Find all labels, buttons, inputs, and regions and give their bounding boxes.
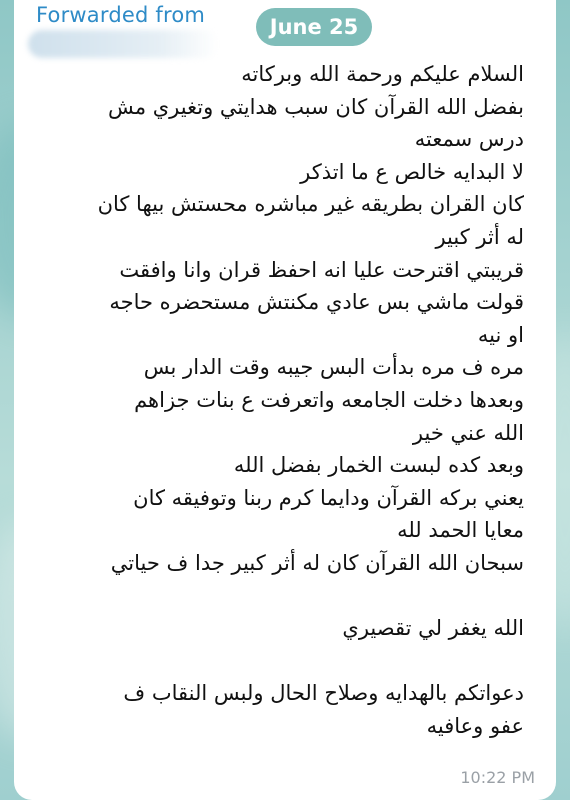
message-text <box>34 58 524 742</box>
message-line: الله يغفر لي تقصيري <box>342 616 524 641</box>
message-line: السلام عليكم ورحمة الله وبركاته <box>241 62 524 86</box>
message-line: وبعد كده لبست الخمار بفضل الله <box>233 453 524 478</box>
message-blank-line <box>34 580 524 613</box>
message-line: الله عني خير <box>412 420 524 445</box>
message-line: دعواتكم بالهدايه وصلاح الحال ولبس النقاب ف <box>123 681 524 706</box>
message-line: بفضل الله القرآن كان سبب هدايتي وتغيري مش <box>108 94 524 119</box>
message-line: وبعدها دخلت الجامعه واتعرفت ع بنات جزاهم <box>134 387 524 412</box>
message-blank-line <box>34 645 524 678</box>
message-line: قولت ماشي بس عادي مكنتش مستحضره حاجه <box>109 290 524 315</box>
message-line: له أثر كبير <box>435 224 524 249</box>
message-line: او نيه <box>477 322 524 347</box>
message-line: كان القران بطريقه غير مباشره محستش بيها كان <box>97 192 524 217</box>
message-line: يعني بركه القرآن ودايما كرم ربنا وتوفيقه كان <box>133 485 524 510</box>
message-line: معايا الحمد لله <box>397 518 524 543</box>
message-line: قريبتي اقترحت عليا انه احفظ قران وانا وافقت <box>119 257 524 282</box>
message-line: عفو وعافيه <box>426 713 524 738</box>
forwarded-from-label[interactable]: Forwarded from <box>36 3 206 27</box>
message-line: سبحان الله القرآن كان له أثر كبير جدا ف حياتي <box>110 550 524 575</box>
redacted-sender-name <box>28 30 218 58</box>
message-bubble[interactable] <box>14 0 556 800</box>
date-badge: June 25 <box>256 8 372 46</box>
message-line: درس سمعته <box>414 127 524 152</box>
message-timestamp: 10:22 PM <box>460 768 535 787</box>
message-line: مره ف مره بدأت البس جيبه وقت الدار بس <box>143 355 524 380</box>
message-line: لا البدايه خالص ع ما اتذكر <box>300 159 524 184</box>
